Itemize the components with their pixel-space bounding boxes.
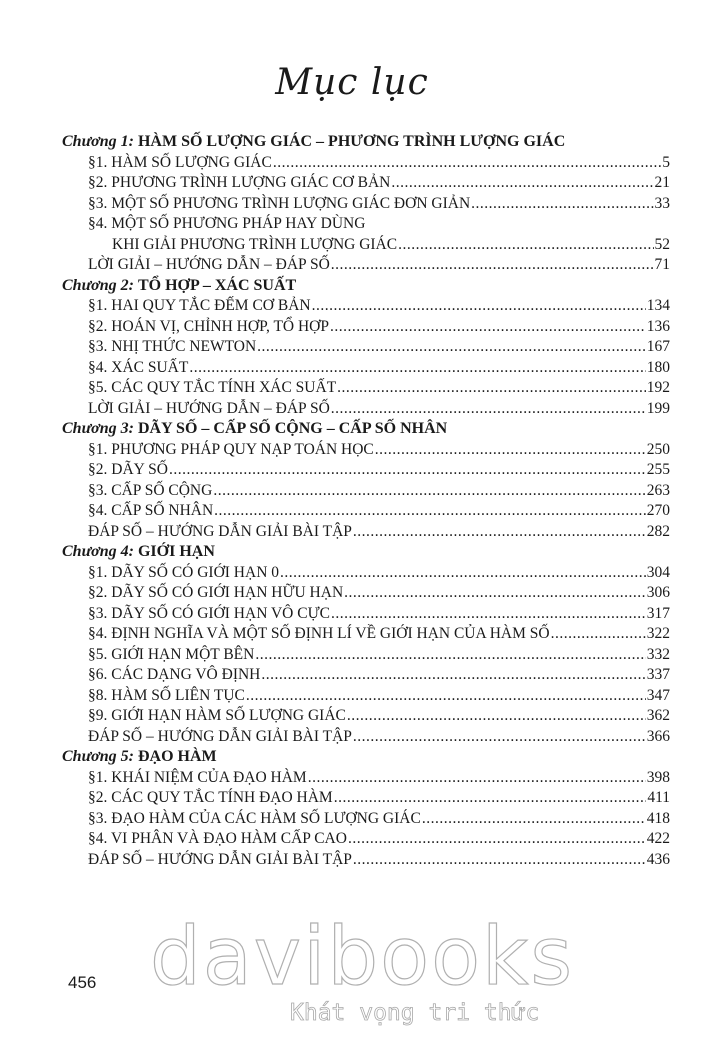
toc-entry xyxy=(62,399,670,420)
entry-title: LỜI GIẢI – HƯỚNG DẪN – ĐÁP SỐ xyxy=(88,256,330,273)
entry-page: 337 xyxy=(646,666,670,683)
chapter-heading xyxy=(62,132,670,153)
entry-page: 347 xyxy=(646,686,670,704)
entry-page: 52 xyxy=(654,235,670,253)
dot-leader xyxy=(308,768,646,789)
entry-title: LỜI GIẢI – HƯỚNG DẪN – ĐÁP SỐ xyxy=(88,399,330,417)
dot-leader xyxy=(337,378,646,399)
toc-entry xyxy=(62,173,670,194)
entry-page: 411 xyxy=(647,789,670,806)
toc-entry xyxy=(62,337,670,358)
entry-page: 282 xyxy=(646,522,670,540)
entry-page: 134 xyxy=(646,297,670,314)
toc-entry xyxy=(62,809,670,830)
dot-leader xyxy=(273,153,661,174)
chapter-label: Chương 4: xyxy=(62,543,134,560)
entry-page: 362 xyxy=(646,707,670,724)
dot-leader xyxy=(334,788,647,809)
entry-title: §3. CẤP SỐ CỘNG xyxy=(88,481,213,499)
dot-leader xyxy=(344,583,646,604)
dot-leader xyxy=(353,522,646,543)
dot-leader xyxy=(255,645,645,666)
page-title: Mục lục xyxy=(275,62,429,103)
entry-title: ĐÁP SỐ – HƯỚNG DẪN GIẢI BÀI TẬP xyxy=(88,522,352,540)
entry-page: 5 xyxy=(662,153,670,171)
dot-leader xyxy=(348,829,646,850)
page-number: 456 xyxy=(68,973,97,992)
entry-title: ĐÁP SỐ – HƯỚNG DẪN GIẢI BÀI TẬP xyxy=(88,727,352,745)
chapter-heading xyxy=(62,276,670,297)
dot-leader xyxy=(353,850,646,871)
chapter-name: DÃY SỐ – CẤP SỐ CỘNG – CẤP SỐ NHÂN xyxy=(137,420,448,437)
entry-page: 418 xyxy=(646,809,670,827)
entry-title: §2. HOÁN VỊ, CHỈNH HỢP, TỔ HỢP xyxy=(88,317,329,335)
chapter-name: TỔ HỢP – XÁC SUẤT xyxy=(137,276,297,294)
toc-entry xyxy=(62,255,670,276)
entry-title: §2. DÃY SỐ CÓ GIỚI HẠN HỮU HẠN xyxy=(88,584,344,601)
entry-title: §5. CÁC QUY TẮC TÍNH XÁC SUẤT xyxy=(88,379,337,396)
entry-title-continued: KHI GIẢI PHƯƠNG TRÌNH LƯỢNG GIÁC xyxy=(112,235,398,253)
chapter-heading xyxy=(62,747,670,768)
dot-leader xyxy=(312,296,646,317)
chapter-label: Chương 5: xyxy=(62,748,134,765)
dot-leader xyxy=(422,809,646,830)
watermark-logo: davibooks xyxy=(150,910,575,1003)
entry-page: 136 xyxy=(646,317,670,335)
entry-title: §2. PHƯƠNG TRÌNH LƯỢNG GIÁC CƠ BẢN xyxy=(88,174,391,191)
entry-title: §8. HÀM SỐ LIÊN TỤC xyxy=(88,686,245,704)
toc-entry xyxy=(62,481,670,502)
toc-entry xyxy=(62,522,670,543)
entry-title: §3. DÃY SỐ CÓ GIỚI HẠN VÔ CỰC xyxy=(88,604,330,622)
entry-title: §5. GIỚI HẠN MỘT BÊN xyxy=(88,645,255,663)
entry-page: 167 xyxy=(646,338,670,355)
dot-leader xyxy=(169,460,646,481)
entry-page: 270 xyxy=(646,502,670,519)
entry-page: 192 xyxy=(646,379,670,396)
entry-title: §1. KHÁI NIỆM CỦA ĐẠO HÀM xyxy=(88,768,307,786)
toc-entry xyxy=(62,378,670,399)
entry-title: §2. CÁC QUY TẮC TÍNH ĐẠO HÀM xyxy=(88,789,333,806)
chapter-heading xyxy=(62,419,670,440)
dot-leader xyxy=(375,440,646,461)
dot-leader xyxy=(331,399,646,420)
toc-entry xyxy=(62,296,670,317)
entry-page: 71 xyxy=(654,256,670,273)
entry-page: 180 xyxy=(646,358,670,376)
entry-title: §3. NHỊ THỨC NEWTON xyxy=(88,338,257,355)
watermark-slogan: Khát vọng tri thức xyxy=(290,1000,540,1026)
toc-entry xyxy=(62,727,670,748)
entry-title: ĐÁP SỐ – HƯỚNG DẪN GIẢI BÀI TẬP xyxy=(88,850,352,868)
dot-leader xyxy=(257,337,646,358)
chapter-label: Chương 1: xyxy=(62,133,134,150)
entry-page: 436 xyxy=(646,850,670,868)
entry-title: §4. MỘT SỐ PHƯƠNG PHÁP HAY DÙNG xyxy=(88,215,366,232)
dot-leader xyxy=(551,624,646,645)
entry-page: 304 xyxy=(646,563,670,581)
toc-entry xyxy=(62,194,670,215)
toc-entry xyxy=(62,358,670,379)
entry-page: 322 xyxy=(646,625,670,642)
chapter-label: Chương 2: xyxy=(62,276,134,294)
toc-entry xyxy=(62,768,670,789)
entry-title: §9. GIỚI HẠN HÀM SỐ LƯỢNG GIÁC xyxy=(88,707,346,724)
chapter-heading xyxy=(62,542,670,563)
chapter-name: ĐẠO HÀM xyxy=(137,748,217,765)
dot-leader xyxy=(246,686,646,707)
entry-title: §3. MỘT SỐ PHƯƠNG TRÌNH LƯỢNG GIÁC ĐƠN GIẢN xyxy=(88,194,471,212)
dot-leader xyxy=(330,317,646,338)
dot-leader xyxy=(214,501,646,522)
entry-page: 263 xyxy=(646,481,670,499)
entry-page: 255 xyxy=(646,461,670,478)
entry-title: §1. HAI QUY TẮC ĐẾM CƠ BẢN xyxy=(88,297,311,314)
entry-title: §1. HÀM SỐ LƯỢNG GIÁC xyxy=(88,153,272,171)
dot-leader xyxy=(398,235,653,256)
toc-entry xyxy=(62,788,670,809)
toc-entry xyxy=(62,645,670,666)
entry-page: 33 xyxy=(654,194,670,212)
toc-entry xyxy=(62,604,670,625)
entry-page: 366 xyxy=(646,727,670,745)
chapter-label: Chương 3: xyxy=(62,420,134,437)
toc-entry xyxy=(62,563,670,584)
entry-title: §6. CÁC DẠNG VÔ ĐỊNH xyxy=(88,666,261,683)
toc-entry xyxy=(62,214,670,235)
entry-title: §4. ĐỊNH NGHĨA VÀ MỘT SỐ ĐỊNH LÍ VỀ GIỚI HẠN CỦA HÀM SỐ xyxy=(88,625,550,642)
chapter-name: HÀM SỐ LƯỢNG GIÁC – PHƯƠNG TRÌNH LƯỢNG GIÁC xyxy=(137,133,566,150)
entry-page: 306 xyxy=(646,584,670,601)
entry-title: §4. CẤP SỐ NHÂN xyxy=(88,502,214,519)
entry-title: §4. VI PHÂN VÀ ĐẠO HÀM CẤP CAO xyxy=(88,830,347,847)
toc-entry xyxy=(62,686,670,707)
entry-page: 317 xyxy=(646,604,670,622)
toc-entry xyxy=(62,829,670,850)
toc-entry xyxy=(62,706,670,727)
toc-entry xyxy=(62,665,670,686)
dot-leader xyxy=(280,563,646,584)
toc-entry xyxy=(62,153,670,174)
dot-leader xyxy=(347,706,646,727)
toc-entry xyxy=(62,440,670,461)
toc-entry xyxy=(62,501,670,522)
table-of-contents xyxy=(62,132,670,870)
toc-entry xyxy=(62,460,670,481)
entry-page: 199 xyxy=(646,399,670,417)
entry-title: §4. XÁC SUẤT xyxy=(88,358,189,376)
entry-page: 398 xyxy=(646,768,670,786)
dot-leader xyxy=(353,727,646,748)
toc-entry xyxy=(62,624,670,645)
entry-title: §3. ĐẠO HÀM CỦA CÁC HÀM SỐ LƯỢNG GIÁC xyxy=(88,809,421,827)
toc-entry xyxy=(62,317,670,338)
chapter-name: GIỚI HẠN xyxy=(137,543,215,560)
toc-entry-continuation xyxy=(62,235,670,256)
dot-leader xyxy=(261,665,645,686)
toc-entry xyxy=(62,583,670,604)
dot-leader xyxy=(213,481,645,502)
dot-leader xyxy=(471,194,653,215)
dot-leader xyxy=(189,358,645,379)
toc-entry xyxy=(62,850,670,871)
entry-page: 21 xyxy=(654,174,670,191)
entry-page: 422 xyxy=(646,830,670,847)
dot-leader xyxy=(331,255,654,276)
dot-leader xyxy=(331,604,646,625)
entry-page: 250 xyxy=(646,440,670,458)
entry-title: §2. DÃY SỐ xyxy=(88,461,168,478)
entry-page: 332 xyxy=(646,645,670,663)
entry-title: §1. PHƯƠNG PHÁP QUY NẠP TOÁN HỌC xyxy=(88,440,374,458)
dot-leader xyxy=(391,173,653,194)
entry-title: §1. DÃY SỐ CÓ GIỚI HẠN 0 xyxy=(88,563,280,581)
